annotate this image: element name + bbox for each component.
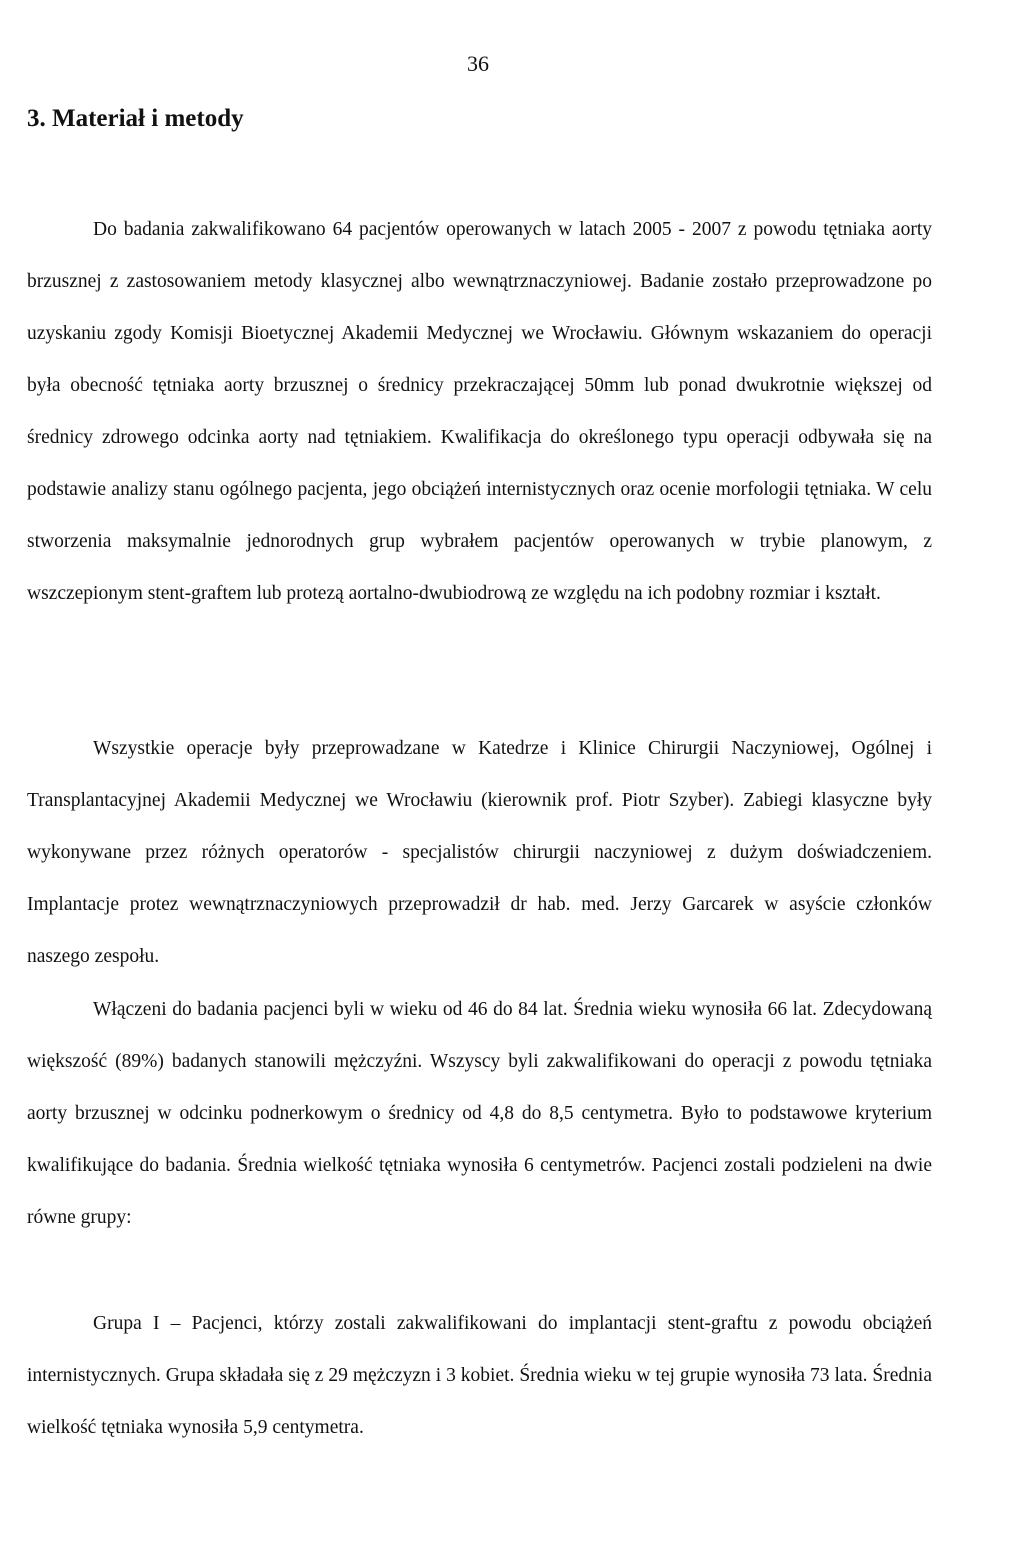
paragraph-patient-characteristics: Włączeni do badania pacjenci byli w wieku od 46 do 84 lat. Średnia wieku wynosiła 66 lat. Zdecydowaną większość (89%) badanych stanowili mężczyźni. Wszyscy byli zakwalifikowani do operacji z powodu tętniaka aorty brzusznej w odcinku podnerkowym o średnicy od 4,8 do 8,5 centymetra. Było to podstawowe kryterium kwalifikujące do badania. Średnia wielkość tętniaka wynosiła 6 centymetrów. Pacjenci zostali podzieleni na dwie równe grupy:: [27, 999, 932, 1228]
paragraph-surgery-location: Wszystkie operacje były przeprowadzane w Katedrze i Klinice Chirurgii Naczyniowej, Ogólnej i Transplantacyjnej Akademii Medycznej we Wrocławiu (kierownik prof. Piotr Szyber). Zabiegi klasyczne były wykonywane przez różnych operatorów - specjalistów chirurgii naczyniowej z dużym doświadczeniem. Implantacje protez wewnątrznaczyniowych przeprowadził dr hab. med. Jerzy Garcarek w asyście członków naszego zespołu.: [27, 738, 932, 967]
paragraph-study-qualification: Do badania zakwalifikowano 64 pacjentów operowanych w latach 2005 - 2007 z powodu tętniaka aorty brzusznej z zastosowaniem metody klasycznej albo wewnątrznaczyniowej. Badanie zostało przeprowadzone po uzyskaniu zgody Komisji Bioetycznej Akademii Medycznej we Wrocławiu. Głównym wskazaniem do operacji była obecność tętniaka aorty brzusznej o średnicy przekraczającej 50mm lub ponad dwukrotnie większej od średnicy zdrowego odcinka aorty nad tętniakiem. Kwalifikacja do określonego typu operacji odbywała się na podstawie analizy stanu ogólnego pacjenta, jego obciążeń internistycznych oraz ocenie morfologii tętniaka. W celu stworzenia maksymalnie jednorodnych grup wybrałem pacjentów operowanych w trybie planowym, z wszczepionym stent-graftem lub protezą aortalno-dwubiodrową ze względu na ich podobny rozmiar i kształt.: [27, 219, 932, 604]
paragraph-group-one: Grupa I – Pacjenci, którzy zostali zakwalifikowani do implantacji stent-graftu z powodu obciążeń internistycznych. Grupa składała się z 29 mężczyzn i 3 kobiet. Średnia wieku w tej grupie wynosiła 73 lata. Średnia wielkość tętniaka wynosiła 5,9 centymetra.: [27, 1313, 932, 1438]
section-title: 3. Materiał i metody: [27, 105, 244, 132]
page-number: 36: [467, 51, 489, 76]
